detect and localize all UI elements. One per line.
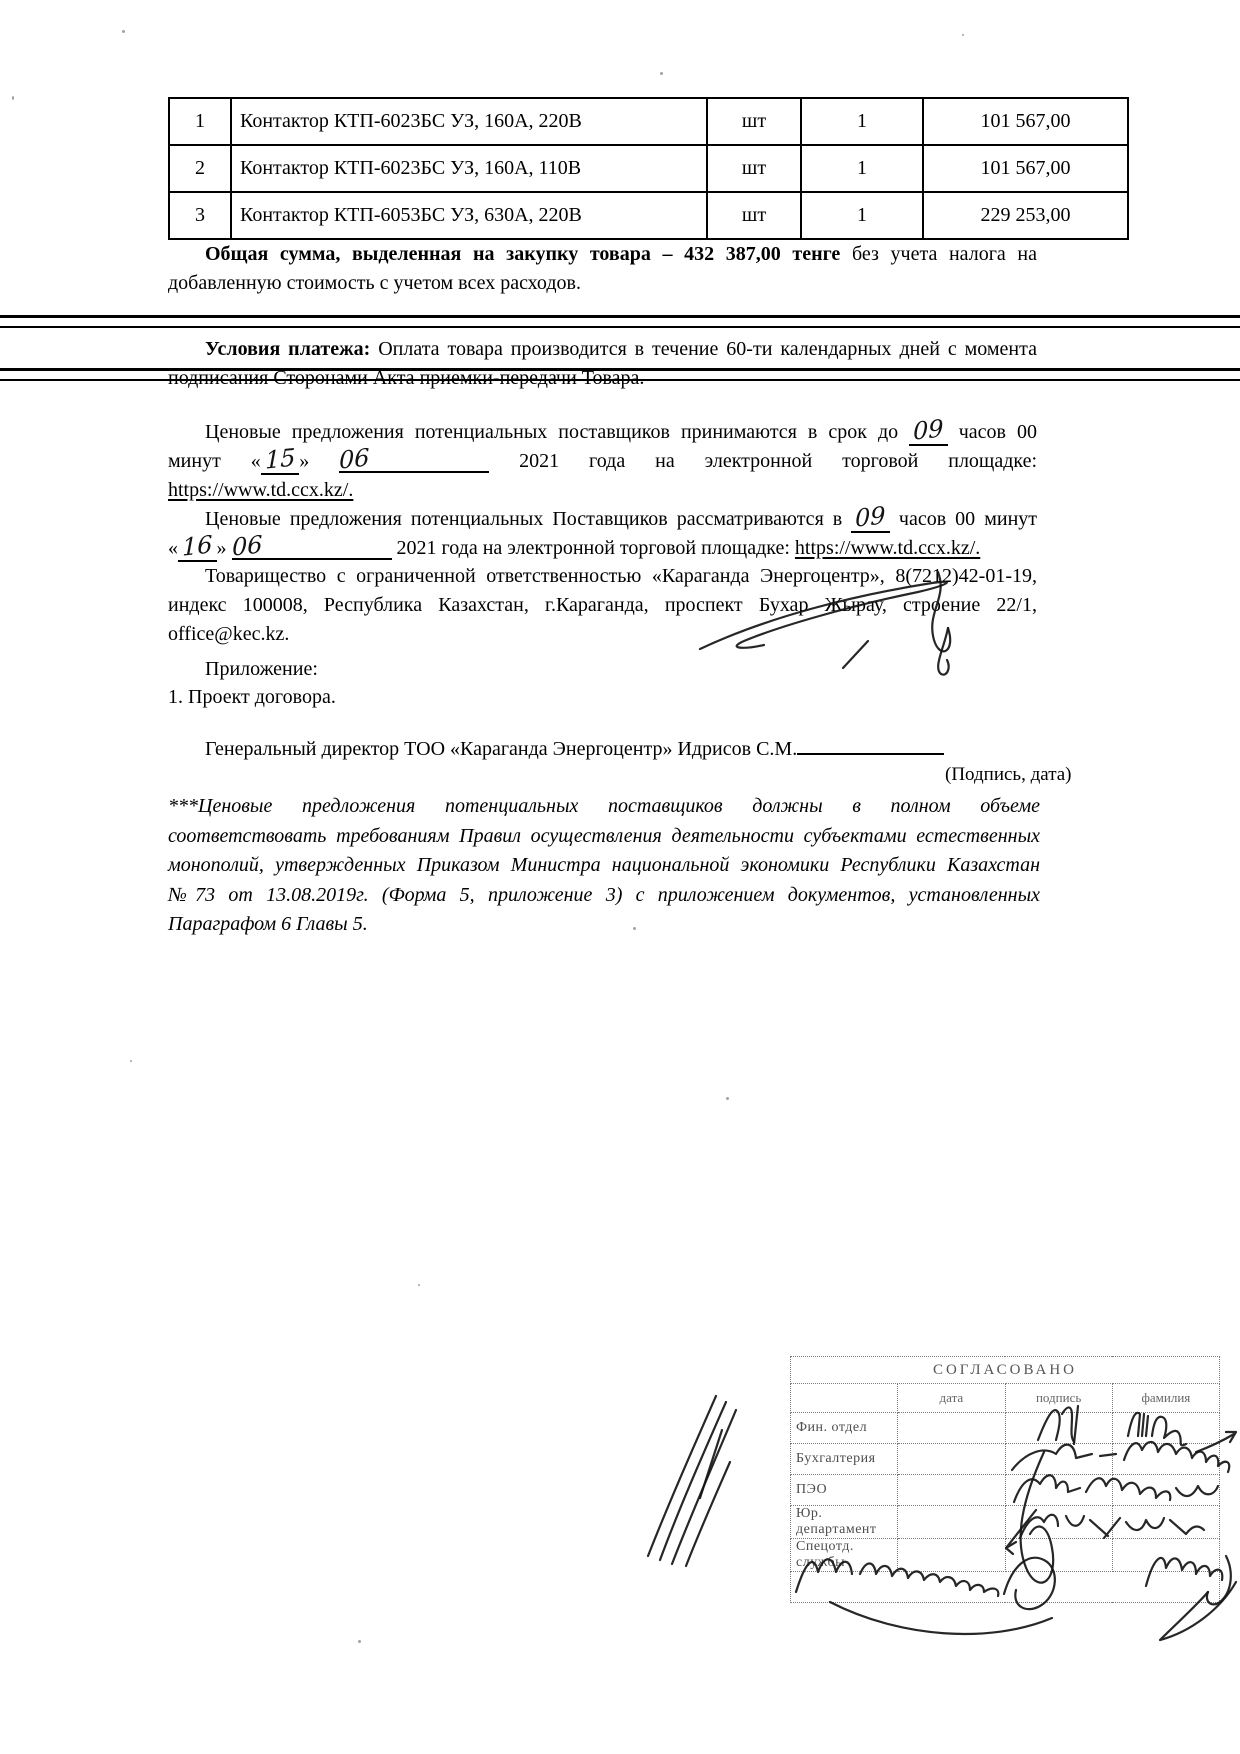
stamp-cell (1112, 1506, 1219, 1539)
stamp-row-label: Спецотд. службы (791, 1539, 898, 1572)
total-sum-paragraph (168, 240, 1037, 298)
item-description: Контактор КТП-6023БС УЗ, 160А, 220В (231, 98, 707, 145)
company-line3: office@kec.kz. (168, 623, 290, 645)
handwritten-day: 16 (178, 537, 217, 562)
stamp-cell (1112, 1475, 1219, 1506)
stamp-row-label: ПЭО (791, 1475, 898, 1506)
stamp-row-label: Бухгалтерия (791, 1444, 898, 1475)
offers1-text: Ценовые предложения потенциальных поставщиков принимаются в срок до (205, 421, 899, 443)
total-sum-bold: Общая сумма, выделенная на закупку товара – 432 387,00 тенге (205, 243, 841, 265)
stamp-cell (898, 1413, 1005, 1444)
stamp-cell (1005, 1413, 1112, 1444)
company-info-paragraph (168, 562, 1037, 649)
stamp-cell (1112, 1444, 1219, 1475)
trade-platform-url: https://www.td.ccx.kz/. (168, 479, 354, 501)
scan-speck (418, 1284, 420, 1286)
payment-terms-paragraph (168, 335, 1037, 393)
stamp-row-label: Фин. отдел (791, 1413, 898, 1444)
payment-terms-line2: подписания Сторонами Акта приемки-передачи Товара. (168, 367, 645, 389)
legal-note-paragraph (168, 792, 1040, 940)
stamp-cell (898, 1444, 1005, 1475)
scan-speck (358, 1640, 361, 1643)
stamp-cell (898, 1506, 1005, 1539)
attachment-block (168, 655, 1037, 711)
handwritten-hour: 09 (851, 508, 890, 533)
attachment-item: 1. Проект договора. (168, 686, 336, 708)
item-number: 2 (169, 145, 231, 192)
quote-close: » (299, 450, 310, 472)
offers2-text: Ценовые предложения потенциальных Поставщиков рассматриваются в (205, 508, 843, 530)
scan-speck (962, 34, 964, 36)
total-sum-line2: добавленную стоимость с учетом всех расходов. (168, 272, 581, 294)
offers-reviewed-paragraph (168, 501, 1038, 563)
stamp-cell (1112, 1413, 1219, 1444)
note-line: соответствовать требованиям Правил осуществления деятельности субъектами естественных (168, 824, 1040, 847)
company-line1: Товарищество с ограниченной ответственностью «Караганда Энергоцентр», 8(7212)42-01-19, (205, 565, 1037, 587)
handwritten-hour: 09 (909, 421, 948, 446)
total-sum-rest: без учета налога на (851, 243, 1037, 265)
trade-platform-url: https://www.td.ccx.kz/. (794, 537, 981, 559)
approval-stamp-table (790, 1356, 1220, 1603)
attachment-title: Приложение: (205, 658, 318, 680)
stamp-cell (1005, 1444, 1112, 1475)
handwritten-month-blank: 06 (339, 447, 489, 473)
item-description: Контактор КТП-6023БС УЗ, 160А, 110В (231, 145, 707, 192)
stray-pen-strokes (648, 1396, 736, 1566)
item-unit: шт (707, 98, 801, 145)
stamp-empty-cell (791, 1384, 898, 1413)
stamp-cell (898, 1539, 1005, 1572)
scan-speck (726, 1097, 729, 1100)
stamp-cell (1005, 1506, 1112, 1539)
note-line: монополий, утвержденных Приказом Министра национальной экономики Республики Казахстан (168, 854, 1040, 876)
quote-open: « (168, 537, 178, 559)
company-line2: индекс 100008, Республика Казахстан, г.Караганда, проспект Бухар Жырау, строение 22/1, (168, 594, 1037, 616)
item-number: 3 (169, 192, 231, 239)
scan-speck (660, 72, 663, 75)
stamp-cell (1005, 1539, 1112, 1572)
item-number: 1 (169, 98, 231, 145)
table-row (169, 145, 1128, 192)
director-title: Генеральный директор ТОО «Караганда Энергоцентр» Идрисов С.М. (205, 738, 798, 760)
table-row (169, 192, 1128, 239)
offers1-text3: 2021 года на электронной торговой площадке: (519, 450, 1038, 472)
offers2-text3: 2021 года на электронной торговой площадке: (396, 537, 790, 559)
stamp-header-date: дата (898, 1384, 1005, 1413)
item-unit: шт (707, 192, 801, 239)
items-table (168, 97, 1129, 240)
scan-speck (122, 30, 125, 33)
stamp-header-name: фамилия (1112, 1384, 1219, 1413)
payment-terms-label: Условия платежа: (205, 338, 371, 360)
table-row (169, 98, 1128, 145)
quote-close: » (216, 537, 227, 559)
handwritten-month-blank: 06 (232, 534, 392, 560)
note-line: Параграфом 6 Главы 5. (168, 913, 368, 935)
item-quantity: 1 (801, 192, 923, 239)
item-unit: шт (707, 145, 801, 192)
offers-accepted-paragraph (168, 414, 1038, 505)
note-line: ***Ценовые предложения потенциальных поставщиков должны в полном объеме (168, 795, 1040, 817)
scan-speck (12, 96, 14, 100)
offers2-text2: часов 00 минут (898, 508, 1038, 530)
offers1-minutes: минут (168, 450, 221, 472)
handwritten-day: 15 (261, 450, 300, 475)
quote-open: « (250, 450, 261, 472)
item-price: 101 567,00 (923, 145, 1128, 192)
scan-speck (633, 927, 636, 930)
item-price: 101 567,00 (923, 98, 1128, 145)
stamp-header-signature: подпись (1005, 1384, 1112, 1413)
stamp-cell (1112, 1539, 1219, 1572)
director-signature-line (205, 738, 944, 761)
note-line: №73 от 13.08.2019г. (Форма 5, приложение 3) с приложением документов, установленных (168, 883, 1040, 906)
scan-speck (130, 1060, 132, 1062)
scan-line-divider (0, 315, 1240, 328)
approval-title: СОГЛАСОВАНО (791, 1357, 1220, 1384)
stamp-row-label: Юр. департамент (791, 1506, 898, 1539)
item-quantity: 1 (801, 98, 923, 145)
stamp-cell (898, 1475, 1005, 1506)
payment-terms-line1: Оплата товара производится в течение 60-ти календарных дней с момента (378, 338, 1037, 360)
stamp-cell (1005, 1475, 1112, 1506)
item-quantity: 1 (801, 145, 923, 192)
signature-caption: (Подпись, дата) (945, 764, 1072, 785)
item-description: Контактор КТП-6053БС УЗ, 630А, 220В (231, 192, 707, 239)
offers1-text2: часов 00 (958, 421, 1038, 443)
item-price: 229 253,00 (923, 192, 1128, 239)
signature-blank-line (797, 751, 944, 755)
stamp-bottom-strip (791, 1572, 1220, 1603)
